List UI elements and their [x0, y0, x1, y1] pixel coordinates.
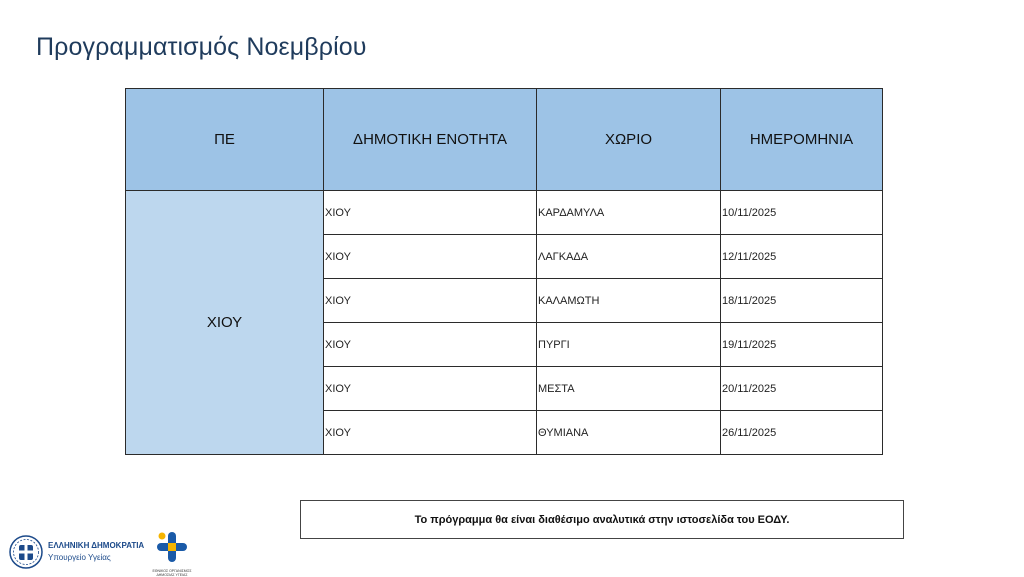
date-cell: 12/11/2025 — [721, 235, 883, 279]
municipal-unit-cell: ΧΙΟΥ — [324, 235, 537, 279]
eody-caption: ΕΘΝΙΚΟΣ ΟΡΓΑΝΙΣΜΟΣ ΔΗΜΟΣΙΑΣ ΥΓΕΙΑΣ — [152, 569, 192, 577]
notice-box: Το πρόγραμμα θα είναι διαθέσιμο αναλυτικά στην ιστοσελίδα του ΕΟΔΥ. — [300, 500, 904, 539]
gov-name: ΕΛΛΗΝΙΚΗ ΔΗΜΟΚΡΑΤΙΑ — [48, 541, 145, 550]
ministry-name: Υπουργείο Υγείας — [48, 553, 111, 562]
page-title: Προγραμματισμός Νοεμβρίου — [36, 33, 367, 61]
date-cell: 10/11/2025 — [721, 191, 883, 235]
header-municipal-unit: ΔΗΜΟΤΙΚΗ ΕΝΟΤΗΤΑ — [324, 89, 537, 191]
table-row — [126, 191, 883, 235]
schedule-table — [125, 88, 883, 455]
municipal-unit-cell: ΧΙΟΥ — [324, 279, 537, 323]
village-cell: ΚΑΡΔΑΜΥΛΑ — [537, 191, 721, 235]
municipal-unit-cell: ΧΙΟΥ — [324, 411, 537, 455]
region-cell: ΧΙΟΥ — [126, 191, 324, 455]
ministry-logo — [8, 534, 144, 570]
eody-cross-icon — [154, 530, 190, 564]
header-village: ΧΩΡΙΟ — [537, 89, 721, 191]
village-cell: ΚΑΛΑΜΩΤΗ — [537, 279, 721, 323]
header-date: ΗΜΕΡΟΜΗΝΙΑ — [721, 89, 883, 191]
table-header-row — [126, 89, 883, 191]
municipal-unit-cell: ΧΙΟΥ — [324, 191, 537, 235]
date-cell: 26/11/2025 — [721, 411, 883, 455]
eody-logo — [150, 530, 194, 577]
village-cell: ΘΥΜΙΑΝΑ — [537, 411, 721, 455]
date-cell: 19/11/2025 — [721, 323, 883, 367]
village-cell: ΜΕΣΤΑ — [537, 367, 721, 411]
municipal-unit-cell: ΧΙΟΥ — [324, 323, 537, 367]
village-cell: ΛΑΓΚΑΔΑ — [537, 235, 721, 279]
date-cell: 20/11/2025 — [721, 367, 883, 411]
greek-emblem-icon — [8, 534, 44, 570]
header-pe: ΠΕ — [126, 89, 324, 191]
municipal-unit-cell: ΧΙΟΥ — [324, 367, 537, 411]
village-cell: ΠΥΡΓΙ — [537, 323, 721, 367]
date-cell: 18/11/2025 — [721, 279, 883, 323]
